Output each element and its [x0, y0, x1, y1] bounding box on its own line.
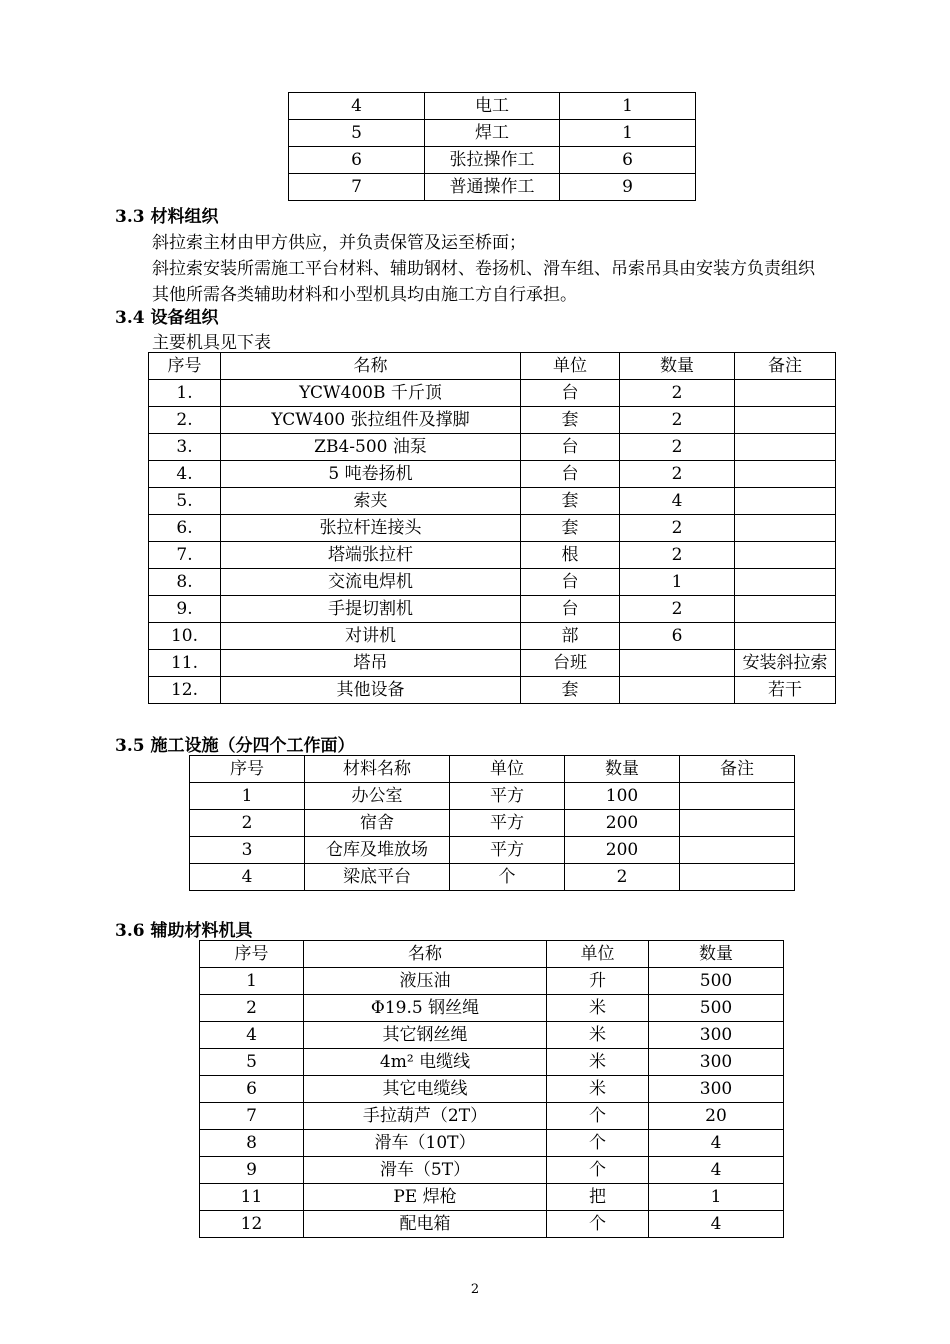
table-cell: 4	[200, 1022, 304, 1049]
table-cell: 平方	[450, 810, 565, 837]
paragraph: 主要机具见下表	[152, 333, 271, 353]
table-cell: 11	[200, 1184, 304, 1211]
table-cell	[735, 488, 836, 515]
table-cell: 6	[560, 147, 696, 174]
table-cell	[735, 569, 836, 596]
table-row	[200, 1103, 784, 1130]
table-row	[149, 407, 836, 434]
table-cell: 米	[547, 1022, 649, 1049]
table-cell	[735, 407, 836, 434]
table-cell: 2	[565, 864, 680, 891]
table-cell: 普通操作工	[425, 174, 560, 201]
table-cell	[680, 783, 795, 810]
table-cell: 张拉杆连接头	[221, 515, 521, 542]
table-cell: 5	[289, 120, 425, 147]
table-row	[149, 461, 836, 488]
table-cell	[735, 596, 836, 623]
table-row	[200, 1157, 784, 1184]
table-cell: 4	[649, 1130, 784, 1157]
table-cell: 对讲机	[221, 623, 521, 650]
paragraph: 斜拉索安装所需施工平台材料、辅助钢材、卷扬机、滑车组、吊索吊具由安装方负责组织	[152, 259, 815, 279]
table-cell: 台	[521, 596, 620, 623]
table-cell: 仓库及堆放场	[305, 837, 450, 864]
table-cell: 办公室	[305, 783, 450, 810]
table-cell: 配电箱	[304, 1211, 547, 1238]
table-cell: 平方	[450, 837, 565, 864]
table-cell: 4	[190, 864, 305, 891]
table-row	[200, 1049, 784, 1076]
table-cell: 3.	[149, 434, 221, 461]
table-cell: 6.	[149, 515, 221, 542]
table-cell	[680, 810, 795, 837]
table-cell: 个	[547, 1103, 649, 1130]
table-cell: 台	[521, 461, 620, 488]
table-cell: 滑车（5T）	[304, 1157, 547, 1184]
section-3-4-heading: 3.4 设备组织	[115, 308, 219, 328]
table-cell: 4	[289, 93, 425, 120]
table-cell	[735, 434, 836, 461]
table-cell: 数量	[565, 756, 680, 783]
table-row	[149, 542, 836, 569]
table-cell: 台班	[521, 650, 620, 677]
table-cell	[735, 515, 836, 542]
table-row	[149, 569, 836, 596]
table-cell: 1	[560, 93, 696, 120]
table-cell	[735, 542, 836, 569]
table-cell: 塔吊	[221, 650, 521, 677]
equipment-table	[148, 352, 836, 704]
table-cell: 4	[649, 1211, 784, 1238]
table-cell: 2	[190, 810, 305, 837]
table-cell: 液压油	[304, 968, 547, 995]
table-row	[289, 120, 696, 147]
table-cell: 10.	[149, 623, 221, 650]
table-cell: 塔端张拉杆	[221, 542, 521, 569]
table-row	[200, 995, 784, 1022]
table-row	[149, 515, 836, 542]
table-cell: 9	[560, 174, 696, 201]
table-cell: 根	[521, 542, 620, 569]
table-cell: 个	[547, 1157, 649, 1184]
table-row	[200, 1130, 784, 1157]
table-cell	[680, 864, 795, 891]
table-row	[200, 1022, 784, 1049]
table-cell: 台	[521, 434, 620, 461]
table-row	[200, 1184, 784, 1211]
table-cell: 单位	[450, 756, 565, 783]
table-cell: 安装斜拉索	[735, 650, 836, 677]
table-row	[149, 596, 836, 623]
table-cell: 手拉葫芦（2T）	[304, 1103, 547, 1130]
table-cell: 单位	[547, 941, 649, 968]
table-cell: 电工	[425, 93, 560, 120]
table-cell: 个	[547, 1130, 649, 1157]
table-cell: 名称	[304, 941, 547, 968]
table-cell: 1	[560, 120, 696, 147]
table-cell: 300	[649, 1049, 784, 1076]
table-cell: 20	[649, 1103, 784, 1130]
table-cell: 套	[521, 407, 620, 434]
table-row	[190, 810, 795, 837]
table-cell: 其它钢丝绳	[304, 1022, 547, 1049]
table-cell: 12	[200, 1211, 304, 1238]
table-cell: 12.	[149, 677, 221, 704]
table-cell: 200	[565, 837, 680, 864]
table-row	[149, 434, 836, 461]
table-cell	[620, 677, 735, 704]
table-cell: 2	[620, 596, 735, 623]
table-cell: 序号	[149, 353, 221, 380]
table-cell: 6	[620, 623, 735, 650]
table-cell: 个	[450, 864, 565, 891]
table-row	[190, 783, 795, 810]
table-cell: 6	[200, 1076, 304, 1103]
table-cell: 2	[620, 515, 735, 542]
table-cell	[735, 623, 836, 650]
table-cell: 1	[200, 968, 304, 995]
section-3-3-heading: 3.3 材料组织	[115, 207, 219, 227]
table-row	[149, 488, 836, 515]
table-cell: 2	[620, 434, 735, 461]
table-row	[200, 1076, 784, 1103]
table-row	[149, 380, 836, 407]
table-cell: 1	[190, 783, 305, 810]
table-cell: 7	[200, 1103, 304, 1130]
table-cell: 焊工	[425, 120, 560, 147]
table-cell	[735, 461, 836, 488]
table-row	[149, 623, 836, 650]
table-cell: Φ19.5 钢丝绳	[304, 995, 547, 1022]
table-cell: 8.	[149, 569, 221, 596]
table-cell: 2.	[149, 407, 221, 434]
table-cell: 米	[547, 1076, 649, 1103]
table-cell: 2	[620, 407, 735, 434]
table-cell: 宿舍	[305, 810, 450, 837]
table-cell: ZB4-500 油泵	[221, 434, 521, 461]
table-cell: 1	[649, 1184, 784, 1211]
paragraph: 其他所需各类辅助材料和小型机具均由施工方自行承担。	[152, 285, 577, 305]
table-cell: 5.	[149, 488, 221, 515]
table-row	[200, 1211, 784, 1238]
table-cell: 4m² 电缆线	[304, 1049, 547, 1076]
section-3-5-heading: 3.5 施工设施（分四个工作面）	[115, 736, 355, 756]
table-cell: 500	[649, 968, 784, 995]
table-cell: 序号	[190, 756, 305, 783]
table-cell: 台	[521, 569, 620, 596]
table-cell: 5	[200, 1049, 304, 1076]
table-cell: 米	[547, 995, 649, 1022]
table-cell: 7.	[149, 542, 221, 569]
table-cell: 个	[547, 1211, 649, 1238]
table-cell: 100	[565, 783, 680, 810]
table-cell: 张拉操作工	[425, 147, 560, 174]
table-cell: 6	[289, 147, 425, 174]
table-row	[289, 147, 696, 174]
table-header-row	[200, 941, 784, 968]
table-row	[149, 677, 836, 704]
table-cell: 材料名称	[305, 756, 450, 783]
table-cell: 2	[200, 995, 304, 1022]
table-header-row	[149, 353, 836, 380]
table-cell	[620, 650, 735, 677]
table-cell: 9	[200, 1157, 304, 1184]
table-cell: 备注	[680, 756, 795, 783]
table-cell: 4	[649, 1157, 784, 1184]
aux-materials-table	[199, 940, 784, 1238]
table-cell: 其他设备	[221, 677, 521, 704]
section-3-6-heading: 3.6 辅助材料机具	[115, 921, 253, 941]
table-cell: 5 吨卷扬机	[221, 461, 521, 488]
table-cell: 升	[547, 968, 649, 995]
table-cell: 8	[200, 1130, 304, 1157]
table-cell: 套	[521, 677, 620, 704]
table-cell: 手提切割机	[221, 596, 521, 623]
table-cell: 序号	[200, 941, 304, 968]
table-header-row	[190, 756, 795, 783]
table-cell: 2	[620, 380, 735, 407]
table-cell: 7	[289, 174, 425, 201]
table-cell: 索夹	[221, 488, 521, 515]
table-row	[200, 968, 784, 995]
table-cell: 1	[620, 569, 735, 596]
table-cell: 部	[521, 623, 620, 650]
table-cell: 11.	[149, 650, 221, 677]
table-cell: 套	[521, 515, 620, 542]
facilities-table	[189, 755, 795, 891]
table-row	[289, 93, 696, 120]
table-row	[190, 837, 795, 864]
table-cell: 其它电缆线	[304, 1076, 547, 1103]
table-cell: 备注	[735, 353, 836, 380]
table-cell: 2	[620, 461, 735, 488]
table-cell: 台	[521, 380, 620, 407]
table-cell: 1.	[149, 380, 221, 407]
table-cell: 梁底平台	[305, 864, 450, 891]
table-cell: 数量	[649, 941, 784, 968]
table-cell: 200	[565, 810, 680, 837]
table-cell: 数量	[620, 353, 735, 380]
table-cell: 滑车（10T）	[304, 1130, 547, 1157]
table-cell: 3	[190, 837, 305, 864]
table-cell: 300	[649, 1076, 784, 1103]
table-cell: 300	[649, 1022, 784, 1049]
table-cell	[735, 380, 836, 407]
paragraph: 斜拉索主材由甲方供应，并负责保管及运至桥面；	[152, 233, 526, 253]
table-cell: 9.	[149, 596, 221, 623]
table-cell: YCW400 张拉组件及撑脚	[221, 407, 521, 434]
table-cell: 若干	[735, 677, 836, 704]
table-cell	[680, 837, 795, 864]
table-cell: 交流电焊机	[221, 569, 521, 596]
table-cell: 把	[547, 1184, 649, 1211]
table-cell: YCW400B 千斤顶	[221, 380, 521, 407]
page-number: 2	[470, 1282, 480, 1297]
table-cell: 单位	[521, 353, 620, 380]
table-cell: 套	[521, 488, 620, 515]
table-cell: 名称	[221, 353, 521, 380]
table-cell: PE 焊枪	[304, 1184, 547, 1211]
table-cell: 米	[547, 1049, 649, 1076]
table-cell: 2	[620, 542, 735, 569]
table-row	[289, 174, 696, 201]
labor-table	[288, 92, 696, 201]
table-cell: 平方	[450, 783, 565, 810]
table-row	[149, 650, 836, 677]
table-row	[190, 864, 795, 891]
table-cell: 500	[649, 995, 784, 1022]
table-cell: 4.	[149, 461, 221, 488]
table-cell: 4	[620, 488, 735, 515]
